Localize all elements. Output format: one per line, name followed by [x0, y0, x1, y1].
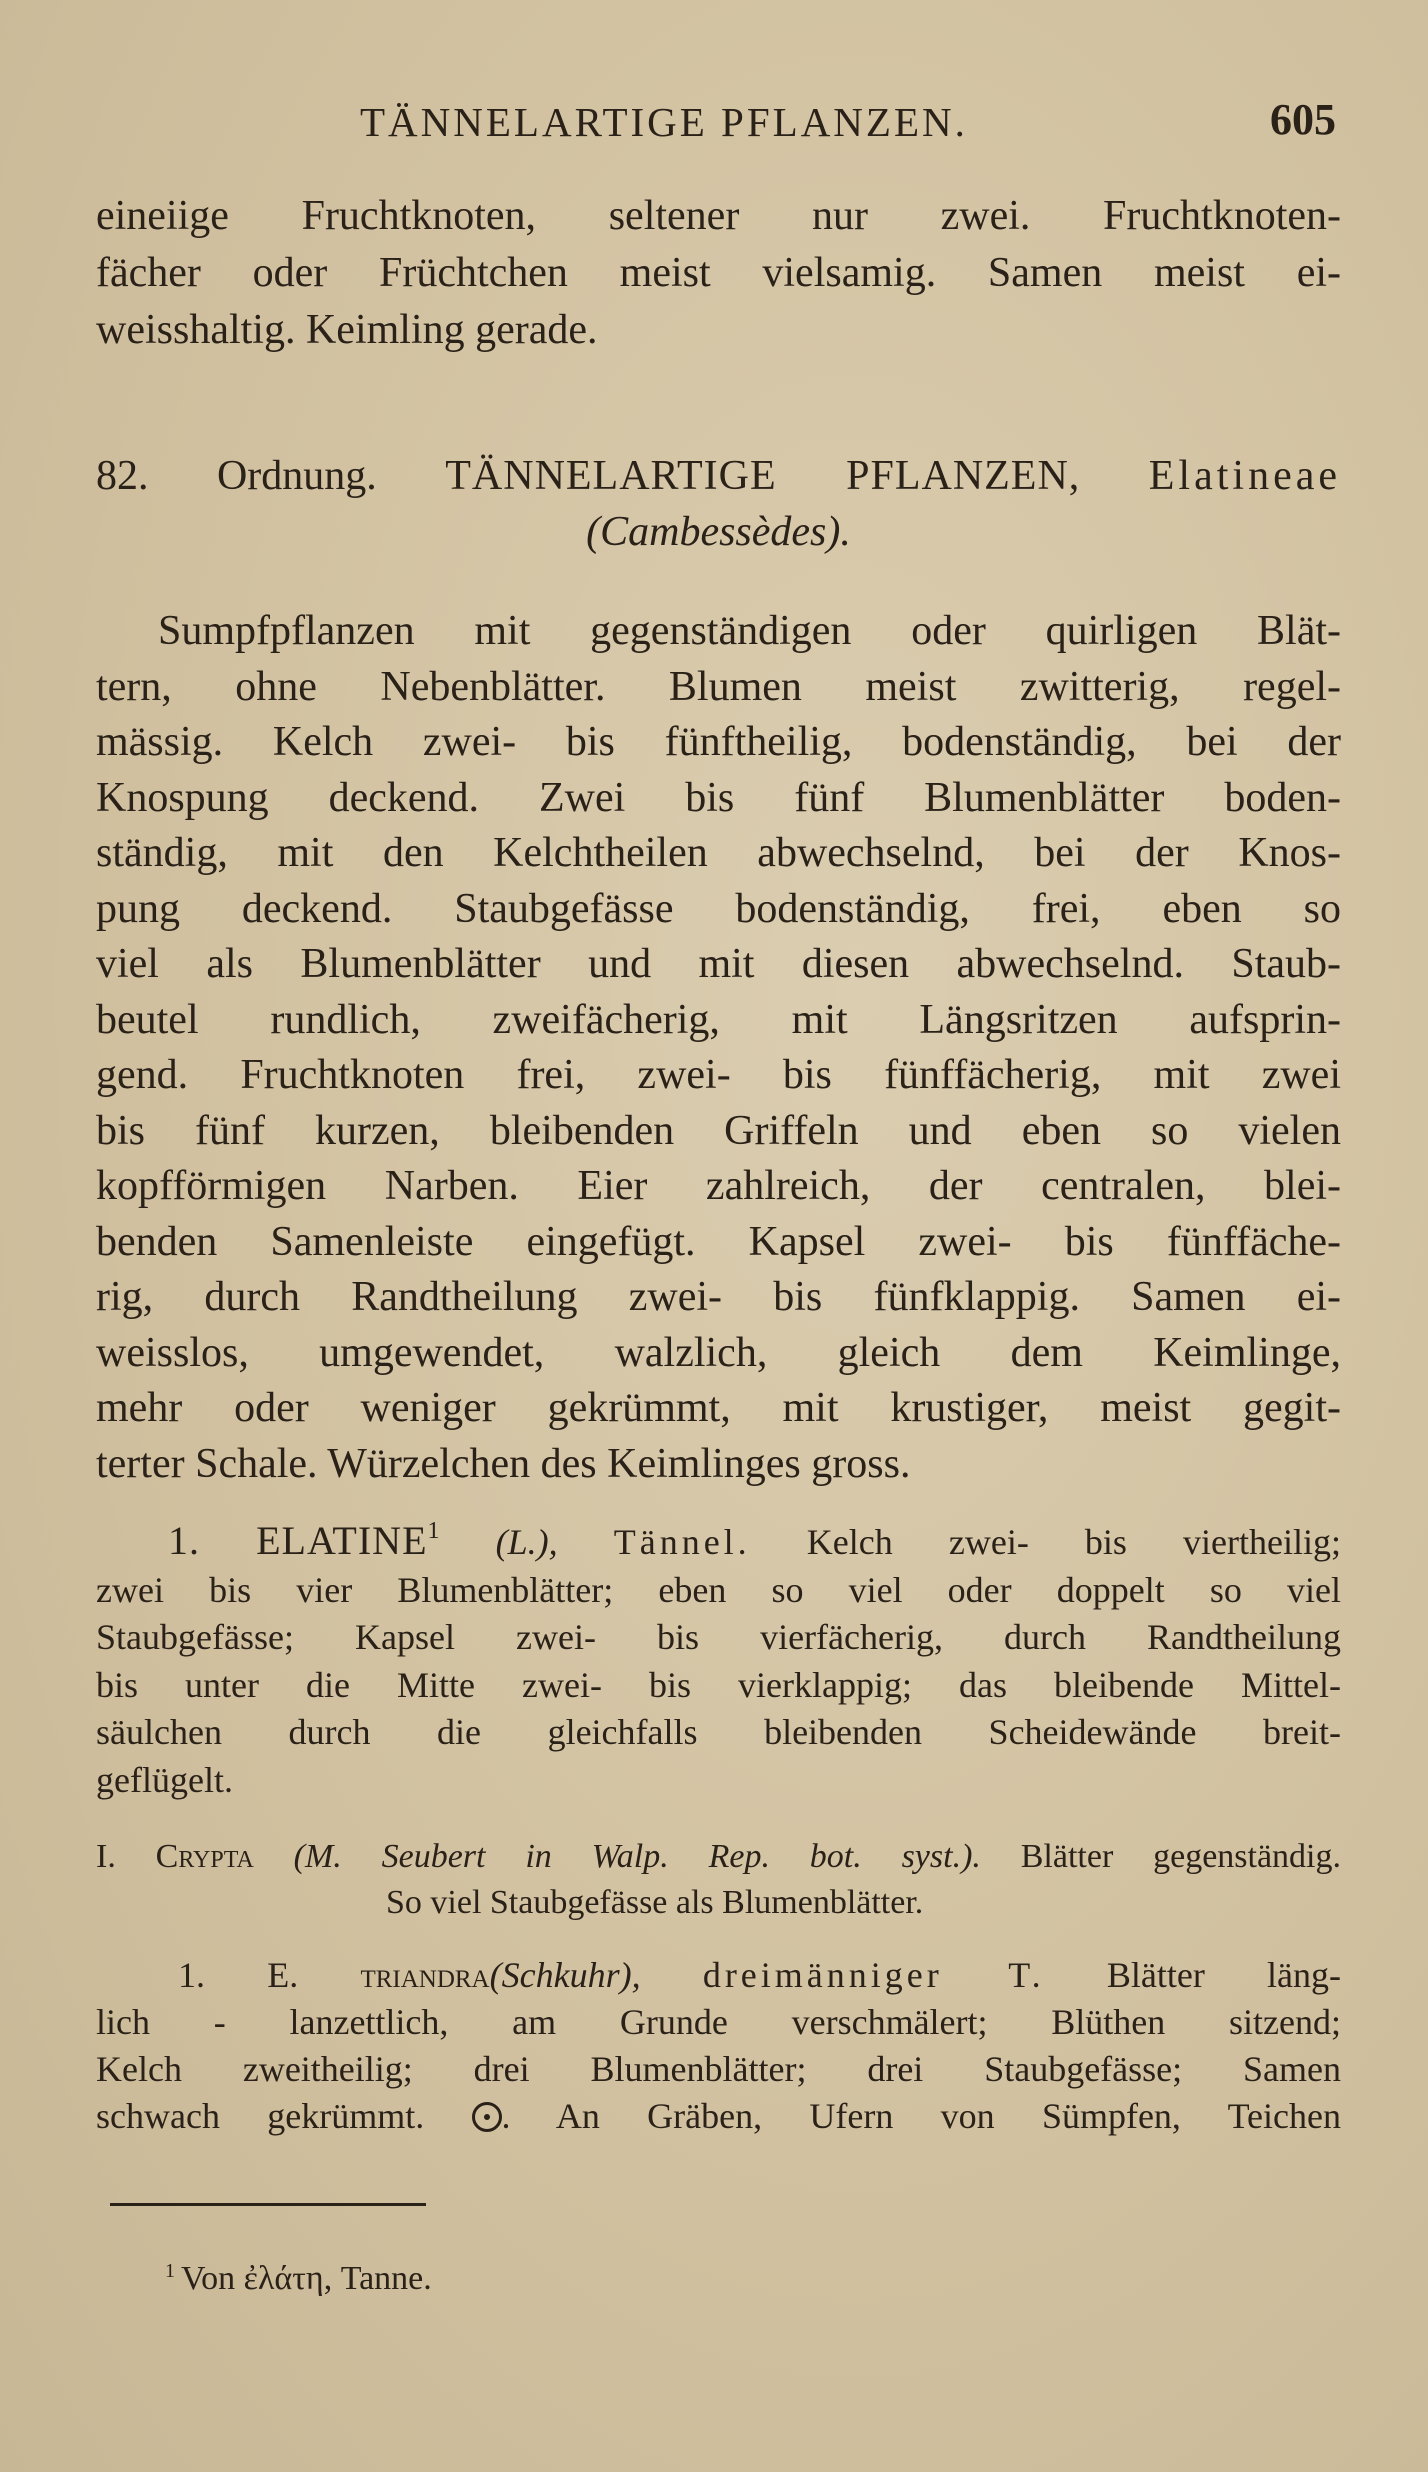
footnote-reference: 1: [427, 1518, 440, 1544]
text-line: Sumpfpflanzen mit gegenständigen oder quirligen Blät-: [158, 608, 1341, 654]
text-fragment: schwach gekrümmt.: [96, 2096, 425, 2136]
section-numeral: I.: [96, 1838, 116, 1875]
genus-entry: [96, 1508, 1341, 1804]
text-line: ständig, mit den Kelchtheilen abwechselnd, bei der Knos-: [96, 830, 1341, 876]
order-name: TÄNNELARTIGE PFLANZEN,: [445, 453, 1081, 499]
text-line: lich - lanzettlich, am Grunde verschmälert; Blüthen sitzend;: [96, 2002, 1341, 2042]
annual-plant-icon: [472, 2102, 502, 2132]
text-line: Staubgefässe; Kapsel zwei- bis vierfächerig, durch Randtheilung: [96, 1617, 1341, 1657]
running-head: [0, 92, 1428, 162]
species-german-name: dreimänniger T.: [702, 1955, 1045, 1995]
genus-heading-line: [96, 1508, 1341, 1567]
text-line: Kelch zweitheilig; drei Blumenblätter; drei Staubgefässe; Samen: [96, 2049, 1341, 2089]
page-number: 605: [1270, 95, 1336, 144]
text-line: weisslos, umgewendet, walzlich, gleich dem Keimlinge,: [96, 1329, 1341, 1376]
order-number: 82. Ordnung.: [96, 453, 377, 499]
text-line: säulchen durch die gleichfalls bleibenden Scheidewände breit-: [96, 1712, 1341, 1752]
text-line: mehr oder weniger gekrümmt, mit krustiger, meist gegit-: [96, 1385, 1341, 1431]
text-line: eineiige Fruchtknoten, seltener nur zwei. Fruchtknoten-: [96, 193, 1341, 239]
genus-name: ELATINE: [256, 1518, 428, 1563]
footnote: [165, 2260, 432, 2298]
order-author: (Cambessèdes).: [586, 509, 851, 555]
species-number: 1. E.: [178, 1955, 299, 1995]
footnote-mark: 1: [165, 2260, 175, 2282]
species-description-start: Blätter läng-: [1106, 1955, 1342, 1995]
genus-author: (L.),: [495, 1522, 558, 1562]
species-name: triandra: [360, 1955, 490, 1995]
text-line: terter Schale. Würzelchen des Keimlinges gross.: [96, 1440, 911, 1487]
order-heading: [96, 448, 1341, 560]
genus-description-start: Kelch zwei- bis viertheilig;: [806, 1522, 1341, 1562]
text-line: [96, 2093, 1341, 2140]
species-entry: [96, 1952, 1341, 2140]
text-line: pung deckend. Staubgefässe bodenständig, frei, eben so: [96, 885, 1341, 932]
intro-paragraph: [96, 188, 1341, 359]
text-line: bis unter die Mitte zwei- bis vierklappig; das bleibende Mittel-: [96, 1664, 1341, 1705]
section-entry: [96, 1834, 1341, 1926]
text-line: benden Samenleiste eingefügt. Kapsel zwei- bis fünffäche-: [96, 1218, 1341, 1265]
text-line: So viel Staubgefässe als Blumenblätter.: [386, 1884, 924, 1921]
text-line: Knospung deckend. Zwei bis fünf Blumenblätter boden-: [96, 774, 1341, 821]
text-line: mässig. Kelch zwei- bis fünftheilig, bodenständig, bei der: [96, 719, 1341, 765]
section-citation: (M. Seubert in Walp. Rep. bot. syst.).: [293, 1838, 981, 1875]
text-line: fächer oder Früchtchen meist vielsamig. Samen meist ei-: [96, 250, 1341, 296]
text-line: rig, durch Randtheilung zwei- bis fünfklappig. Samen ei-: [96, 1274, 1341, 1320]
species-heading-line: [96, 1952, 1341, 1999]
genus-german-name: Tännel.: [613, 1522, 751, 1562]
text-line: bis fünf kurzen, bleibenden Griffeln und eben so vielen: [96, 1107, 1341, 1154]
text-line: zwei bis vier Blumenblätter; eben so viel oder doppelt so viel: [96, 1569, 1341, 1610]
text-line: beutel rundlich, zweifächerig, mit Längsritzen aufsprin-: [96, 996, 1341, 1043]
text-line: gend. Fruchtknoten frei, zwei- bis fünffächerig, mit zwei: [96, 1052, 1341, 1098]
text-line: kopfförmigen Narben. Eier zahlreich, der centralen, blei-: [96, 1163, 1341, 1209]
text-line: geflügelt.: [96, 1759, 233, 1800]
section-heading-line: [96, 1834, 1341, 1880]
species-author: (Schkuhr),: [489, 1955, 641, 1995]
running-head-title: TÄNNELARTIGE PFLANZEN.: [360, 99, 968, 145]
text-fragment: . An Gräben, Ufern von Sümpfen, Teichen: [501, 2096, 1341, 2136]
text-line: weisshaltig. Keimling gerade.: [96, 307, 598, 353]
order-description: [96, 604, 1341, 1492]
section-name: Crypta: [155, 1838, 254, 1875]
section-description-start: Blätter gegenständig.: [1020, 1838, 1342, 1875]
order-latin-name: Elatineae: [1148, 453, 1341, 499]
text-line: tern, ohne Nebenblätter. Blumen meist zwitterig, regel-: [96, 663, 1341, 710]
order-heading-line: [96, 448, 1341, 504]
footnote-divider: [110, 2203, 426, 2206]
genus-number: 1.: [168, 1518, 200, 1563]
footnote-text: Von ἐλάτη, Tanne.: [181, 2260, 432, 2297]
text-line: viel als Blumenblätter und mit diesen abwechselnd. Staub-: [96, 941, 1341, 987]
